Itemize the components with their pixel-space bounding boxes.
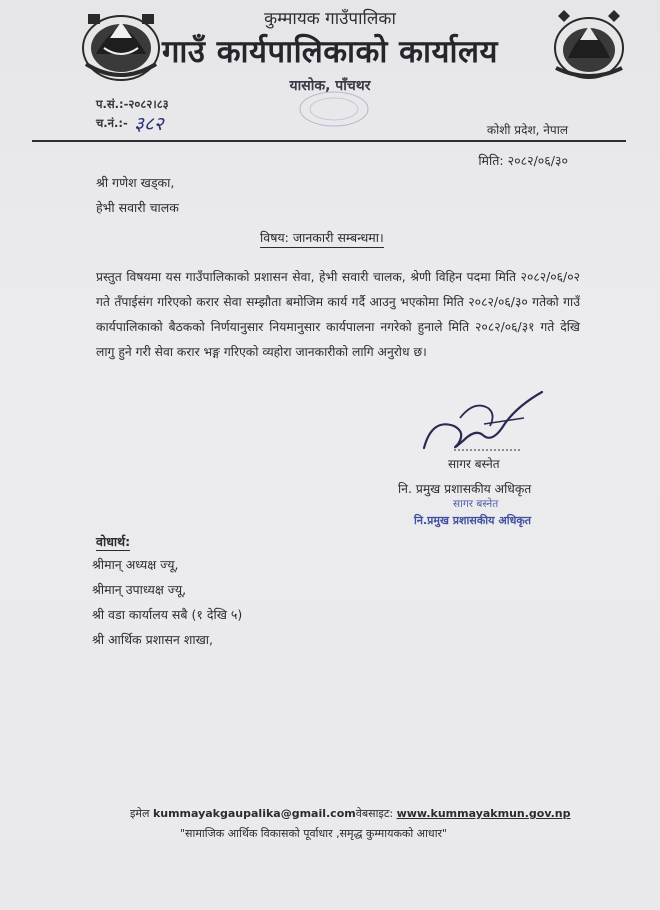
letter-date: मिति: २०८२/०६/३० (478, 153, 568, 168)
office-address: यासोक, पाँचथर (289, 78, 371, 94)
website-label: वेबसाइट: (355, 807, 394, 820)
footer-contact (130, 806, 571, 821)
website-link[interactable]: www.kummayakmun.gov.np (396, 807, 571, 820)
dispatch-number: ३८२ (134, 113, 164, 135)
cc-item: श्री वडा कार्यालय सबै (१ देखि ५) (92, 607, 243, 622)
cc-item: श्री आर्थिक प्रशासन शाखा, (92, 632, 214, 647)
dispatch-label: च.नं.:- (96, 116, 128, 130)
recipient-role: हेभी सवारी चालक (96, 200, 179, 215)
office-stamp-icon (298, 90, 370, 128)
cc-heading: वोधार्थ: (96, 534, 131, 549)
stamp-title: नि.प्रमुख प्रशासकीय अधिकृत (414, 514, 532, 527)
signature-icon (414, 378, 554, 464)
stamp-name: सागर बस्नेत (453, 498, 499, 510)
recipient-name: श्री गणेश खड्का, (96, 175, 175, 190)
cc-item: श्रीमान् उपाध्यक्ष ज्यू, (92, 582, 187, 597)
province-address: कोशी प्रदेश, नेपाल (486, 123, 568, 137)
signatory-title: नि. प्रमुख प्रशासकीय अधिकृत (398, 482, 532, 496)
office-title: गाउँ कार्यपालिकाको कार्यालय (161, 34, 499, 70)
reference-number: प.सं.:-२०८२।८३ (96, 97, 169, 111)
email-address[interactable]: kummayakgaupalika@gmail.com (152, 807, 356, 820)
municipality-name: कुम्मायक गाउँपालिका (264, 9, 396, 29)
letter-body: प्रस्तुत विषयमा यस गाउँपालिकाको प्रशासन सेवा, हेभी सवारी चालक, श्रेणी विहिन पदमा मिति २०८२/०६/०२ गते तँपाईसंग गरिएको करार सेवा सम्झौता बमोजिम कार्य गर्दै आउनु भएकोमा मिति २०८२/०६/३० गतेको गाउँ कार्यपालिकाको बैठकको निर्णयानुसार नियमानुसार कार्यपालना नगरेको हुनाले मिति २०८२/०६/३१ गते देखि लागु हुने गरी सेवा करार भङ्ग गरिएको व्यहोरा जानकारीको लागि अनुरोध छ। (96, 270, 580, 359)
signatory-name: सागर बस्नेत (448, 457, 500, 471)
cc-item: श्रीमान् अध्यक्ष ज्यू, (92, 557, 179, 572)
header-divider (32, 140, 626, 142)
footer-motto: "सामाजिक आर्थिक विकासको पूर्वाधार ,समृद्ध कुम्मायकको आधार" (180, 827, 448, 840)
letter-subject: विषय: जानकारी सम्बन्धमा। (260, 229, 384, 248)
email-label: इमेल (130, 807, 150, 820)
